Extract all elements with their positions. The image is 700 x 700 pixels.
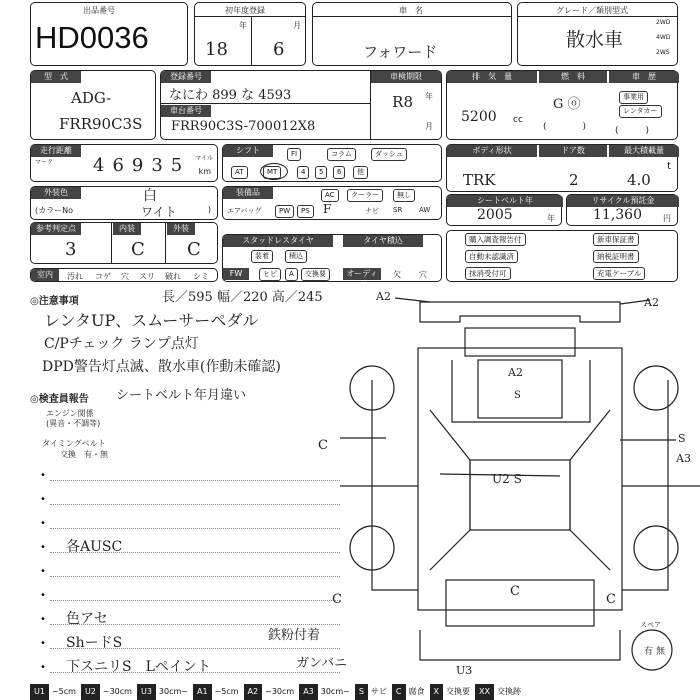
shift-label: シフト bbox=[223, 145, 273, 157]
score-label: 参考判定点 bbox=[31, 223, 81, 235]
fuel-label: 燃 料 bbox=[539, 71, 607, 83]
interior-row bbox=[30, 268, 218, 282]
notes-dims: 長／595 幅／220 高／245 bbox=[162, 290, 323, 305]
capacity-unit: t bbox=[667, 161, 671, 172]
diagram-mark-a2-right: A2 bbox=[644, 296, 659, 309]
doors-value: 2 bbox=[569, 171, 579, 189]
inspector-bullet: • bbox=[40, 614, 46, 625]
inspection-label: 車検期限 bbox=[371, 71, 441, 83]
mirror-bar bbox=[420, 302, 620, 322]
diagram-mark-u3: U3 bbox=[456, 664, 473, 677]
legend-meaning: ~30cm bbox=[265, 687, 295, 696]
spare-label: スペア bbox=[640, 621, 661, 629]
seatbelt-unit: 年 bbox=[547, 214, 555, 223]
displacement-label: 排 気 量 bbox=[447, 71, 537, 83]
service-0: 購入調査報告付 bbox=[465, 233, 526, 246]
shift-fi: FI bbox=[287, 148, 301, 161]
damage-legend bbox=[30, 684, 700, 700]
legend-code: U2 bbox=[81, 684, 100, 700]
displacement-value: 5200 bbox=[461, 109, 497, 125]
tires-box bbox=[222, 234, 442, 290]
recycle-value: 11,360 bbox=[593, 207, 642, 223]
reg-no: なにわ 899 な 4593 bbox=[169, 88, 292, 103]
score-value: 3 bbox=[65, 239, 77, 260]
service-3: 納税証明書 bbox=[593, 250, 639, 263]
color-label: 外装色 bbox=[31, 187, 81, 199]
cab-top bbox=[465, 328, 575, 356]
body-box bbox=[446, 144, 678, 192]
diagram-mark-u2s: U2 S bbox=[492, 472, 522, 486]
legend-code: A3 bbox=[299, 684, 318, 700]
inspector-bullet: • bbox=[40, 494, 46, 505]
first-registration-box bbox=[194, 2, 306, 66]
eq-navi: ナビ bbox=[365, 207, 379, 215]
eq-f: F bbox=[323, 202, 332, 216]
spare-no: 無 bbox=[656, 647, 666, 657]
audio-missing: 欠 bbox=[393, 270, 401, 279]
fw-crack: ヒビ bbox=[259, 268, 281, 281]
legend-code: XX bbox=[475, 684, 494, 700]
grade-value: 散水車 bbox=[566, 29, 624, 51]
car-name-box bbox=[312, 2, 512, 66]
mileage-unit-mile: マイル bbox=[195, 155, 213, 162]
interior-item-0: 汚れ bbox=[67, 272, 83, 281]
services-box bbox=[446, 230, 678, 282]
mileage-value: 46935 bbox=[93, 155, 191, 176]
service-5: 充電ケーブル bbox=[593, 267, 645, 280]
eq-sr: SR bbox=[393, 206, 403, 214]
side-note-1: 鉄粉付着 bbox=[268, 628, 321, 643]
inspector-line-text: 色アセ bbox=[66, 611, 108, 627]
eq-ac: AC bbox=[321, 189, 339, 202]
history-paren: ( ) bbox=[615, 126, 650, 136]
note-line-1: レンタUP、スムーサーペダル bbox=[44, 311, 259, 330]
equipment-label: 装備品 bbox=[223, 187, 273, 199]
rear-bed bbox=[446, 580, 594, 626]
color-box bbox=[30, 186, 218, 220]
legend-code: U3 bbox=[137, 684, 156, 700]
color-code-value: ワイト bbox=[141, 205, 177, 219]
legend-meaning: 腐食 bbox=[408, 687, 425, 696]
shift-4: 4 bbox=[297, 166, 309, 179]
chassis-no: FRR90C3S-700012X8 bbox=[171, 119, 316, 134]
shift-6: 6 bbox=[333, 166, 345, 179]
recycle-unit: 円 bbox=[663, 214, 671, 223]
history-rental: レンタカー bbox=[619, 105, 662, 118]
shift-column: コラム bbox=[327, 148, 356, 161]
cab-side-right bbox=[570, 410, 610, 570]
inspector-bullet: • bbox=[40, 470, 46, 481]
spare-yes: 有 bbox=[644, 647, 654, 657]
legend-meaning: 交換要 bbox=[445, 687, 470, 696]
diagram-mark-s-right: S bbox=[678, 432, 686, 445]
legend-meaning: 30cm~ bbox=[320, 687, 350, 696]
note-line-2: C/Pチェック ランプ点灯 bbox=[44, 336, 199, 352]
inspector-line bbox=[50, 528, 340, 529]
service-1: 新車保証書 bbox=[593, 233, 639, 246]
engine-sub: (異音・不調等) bbox=[46, 419, 101, 428]
engine-label: エンジン関係 bbox=[46, 409, 94, 418]
chassis-label: 車台番号 bbox=[161, 105, 211, 117]
legend-code: A2 bbox=[244, 684, 263, 700]
legend-meaning: 30cm~ bbox=[158, 687, 188, 696]
inspector-title: ◎検査員報告 bbox=[30, 394, 89, 405]
eq-cooler: クーラー bbox=[347, 189, 383, 202]
legend-code: A1 bbox=[193, 684, 212, 700]
notes-title: ◎注意事項 bbox=[30, 296, 79, 307]
month-label: 月 bbox=[293, 21, 301, 30]
service-2: 自動未認識済 bbox=[465, 250, 518, 263]
interior-item-2: 穴 bbox=[121, 272, 129, 281]
equipment-box bbox=[222, 186, 442, 220]
seatbelt-box bbox=[446, 194, 562, 226]
fw-label: FW bbox=[223, 268, 249, 280]
color-code-label: (カラーNo bbox=[35, 206, 73, 215]
mileage-unit-km: km bbox=[198, 167, 211, 176]
first-reg-month: 6 bbox=[273, 39, 285, 60]
interior-row-label: 室内 bbox=[31, 269, 59, 281]
inspection-month-mark: 月 bbox=[425, 122, 433, 131]
legend-code: U1 bbox=[30, 684, 49, 700]
eq-airbag: エアバッグ bbox=[227, 207, 262, 215]
exterior-grade-label: 外装 bbox=[167, 223, 195, 235]
color-code-close: ) bbox=[207, 205, 211, 214]
inspector-line bbox=[50, 600, 340, 601]
history-label: 車 歴 bbox=[609, 71, 679, 83]
studless-label: スタッドレスタイヤ bbox=[223, 235, 333, 247]
shift-at: AT bbox=[231, 166, 248, 179]
first-reg-year: 18 bbox=[205, 39, 228, 60]
interior-item-5: シミ bbox=[193, 272, 209, 281]
diagram-mark-c-left: C bbox=[318, 438, 328, 453]
lot-number-label: 出品番号 bbox=[83, 6, 115, 15]
mileage-mark-label: マーク bbox=[35, 159, 54, 166]
capacity-label: 最大積載量 bbox=[609, 145, 679, 157]
year-label: 年 bbox=[239, 21, 247, 30]
note-line-3: DPD警告灯点滅、散水車(作動未確認) bbox=[42, 359, 281, 375]
inspector-line bbox=[50, 480, 340, 481]
model-label: 型 式 bbox=[31, 71, 81, 83]
wheel-rear-left bbox=[350, 526, 394, 570]
diagram-mark-s-roof: S bbox=[514, 390, 521, 401]
lot-id: HD0036 bbox=[35, 20, 149, 55]
eq-ps: PS bbox=[297, 205, 314, 218]
model-box bbox=[30, 70, 156, 140]
timing-options: 交換 有・無 bbox=[60, 450, 108, 459]
model-line1: ADG- bbox=[71, 89, 112, 107]
diagram-mark-a2-roof: A2 bbox=[508, 366, 523, 379]
inspector-bullet: • bbox=[40, 638, 46, 649]
car-name: フォワード bbox=[363, 43, 438, 61]
registration-box bbox=[160, 70, 442, 140]
tire-load-label: タイヤ積込 bbox=[343, 235, 423, 247]
inspector-bullet: • bbox=[40, 590, 46, 601]
legend-meaning: サビ bbox=[370, 687, 387, 696]
left-panel bbox=[372, 380, 418, 590]
legend-meaning: ~5cm bbox=[51, 687, 76, 696]
diagram-mark-a3: A3 bbox=[676, 452, 691, 465]
grade-box bbox=[517, 2, 678, 66]
legend-meaning: 交換跡 bbox=[496, 687, 521, 696]
inspector-bullet: • bbox=[40, 662, 46, 673]
legend-code: S bbox=[355, 684, 368, 700]
legend-code: X bbox=[430, 684, 443, 700]
inspection-year-mark: 年 bbox=[425, 92, 433, 101]
history-commercial: 事業用 bbox=[619, 91, 648, 104]
studless-on: 装着 bbox=[251, 250, 273, 263]
diagram-mark-c-rear: C bbox=[510, 584, 520, 599]
shift-5: 5 bbox=[315, 166, 327, 179]
inspector-first-line: シートベルト年月違い bbox=[116, 388, 247, 403]
inspector-bullet: • bbox=[40, 566, 46, 577]
eq-pw: PW bbox=[275, 205, 294, 218]
leader-1 bbox=[395, 298, 430, 302]
reg-no-label: 登録番号 bbox=[161, 71, 211, 83]
inspector-line-text: ShードS bbox=[66, 635, 123, 651]
inspector-line-text: 各AUSC bbox=[66, 539, 123, 555]
inspector-line-text: 下スニリS Lペイント bbox=[66, 659, 211, 675]
timing-label: タイミングベルト bbox=[42, 439, 106, 448]
drive-2ws: 2WS bbox=[656, 49, 670, 56]
studless-load: 積込 bbox=[285, 250, 307, 263]
seatbelt-value: 2005 bbox=[477, 207, 513, 223]
cab-side-left bbox=[430, 410, 470, 570]
legend-meaning: ~30cm bbox=[102, 687, 132, 696]
shift-dash: ダッシュ bbox=[371, 148, 407, 161]
cc-label: cc bbox=[513, 115, 523, 125]
fw-replace: 交換要 bbox=[301, 268, 330, 281]
inspector-bullet: • bbox=[40, 518, 46, 529]
grades-box bbox=[30, 222, 218, 264]
wheel-front-right bbox=[634, 366, 678, 410]
interior-grade-value: C bbox=[131, 239, 145, 260]
drive-4wd: 4WD bbox=[656, 34, 671, 41]
interior-item-1: コゲ bbox=[95, 272, 111, 281]
fuel-paren: ( ) bbox=[543, 122, 587, 132]
doors-label: ドア数 bbox=[539, 145, 607, 157]
inspector-line bbox=[50, 576, 340, 577]
side-note-2: ガンバニ bbox=[296, 656, 348, 671]
recycle-label: リサイクル預託金 bbox=[567, 195, 679, 207]
diagram-mark-a2-top: A2 bbox=[376, 290, 391, 303]
inspector-line bbox=[50, 504, 340, 505]
wheel-front-left bbox=[350, 366, 394, 410]
inspector-bullet: • bbox=[40, 542, 46, 553]
legend-code: C bbox=[392, 684, 406, 700]
first-registration-label: 初年度登録 bbox=[225, 6, 265, 15]
grade-label: グレード／類別型式 bbox=[556, 6, 628, 15]
audio-hole: 穴 bbox=[419, 270, 427, 279]
capacity-value: 4.0 bbox=[627, 171, 651, 189]
service-4: 抹消受付可 bbox=[465, 267, 511, 280]
color-value: 白 bbox=[143, 188, 157, 204]
mileage-box bbox=[30, 144, 218, 182]
cargo-floor bbox=[470, 460, 570, 530]
shift-box bbox=[222, 144, 442, 182]
interior-item-4: 破れ bbox=[165, 272, 181, 281]
body-type-value: TRK bbox=[463, 171, 496, 189]
seatbelt-label: シートベルト年 bbox=[447, 195, 563, 207]
interior-item-3: スリ bbox=[139, 272, 155, 281]
drive-2wd: 2WD bbox=[656, 19, 671, 26]
exterior-grade-value: C bbox=[187, 239, 201, 260]
model-line2: FRR90C3S bbox=[59, 115, 143, 133]
interior-grade-label: 内装 bbox=[113, 223, 141, 235]
inspection-value: R8 bbox=[392, 93, 413, 111]
legend-meaning: ~5cm bbox=[214, 687, 239, 696]
fuel-value: G ⓞ bbox=[553, 97, 581, 112]
audio-label: オーディオ bbox=[343, 268, 381, 280]
diagram-mark-c-right: C bbox=[606, 592, 616, 607]
car-name-label: 車 名 bbox=[399, 6, 423, 15]
mileage-label: 走行距離 bbox=[31, 145, 81, 157]
eq-aw: AW bbox=[419, 206, 431, 214]
diagram-mark-c-rear-left: C bbox=[332, 592, 342, 607]
fw-a: A bbox=[285, 268, 298, 281]
recycle-box bbox=[566, 194, 678, 226]
shift-other: 他 bbox=[353, 166, 368, 179]
eq-none: 無し bbox=[393, 189, 415, 202]
shift-mt-circle bbox=[260, 163, 288, 180]
wheel-rear-right bbox=[634, 526, 678, 570]
body-type-label: ボディ形状 bbox=[447, 145, 537, 157]
rear-bumper bbox=[420, 630, 620, 660]
engine-box bbox=[446, 70, 678, 140]
right-panel bbox=[622, 380, 668, 590]
shift-mt: MT bbox=[263, 166, 281, 179]
